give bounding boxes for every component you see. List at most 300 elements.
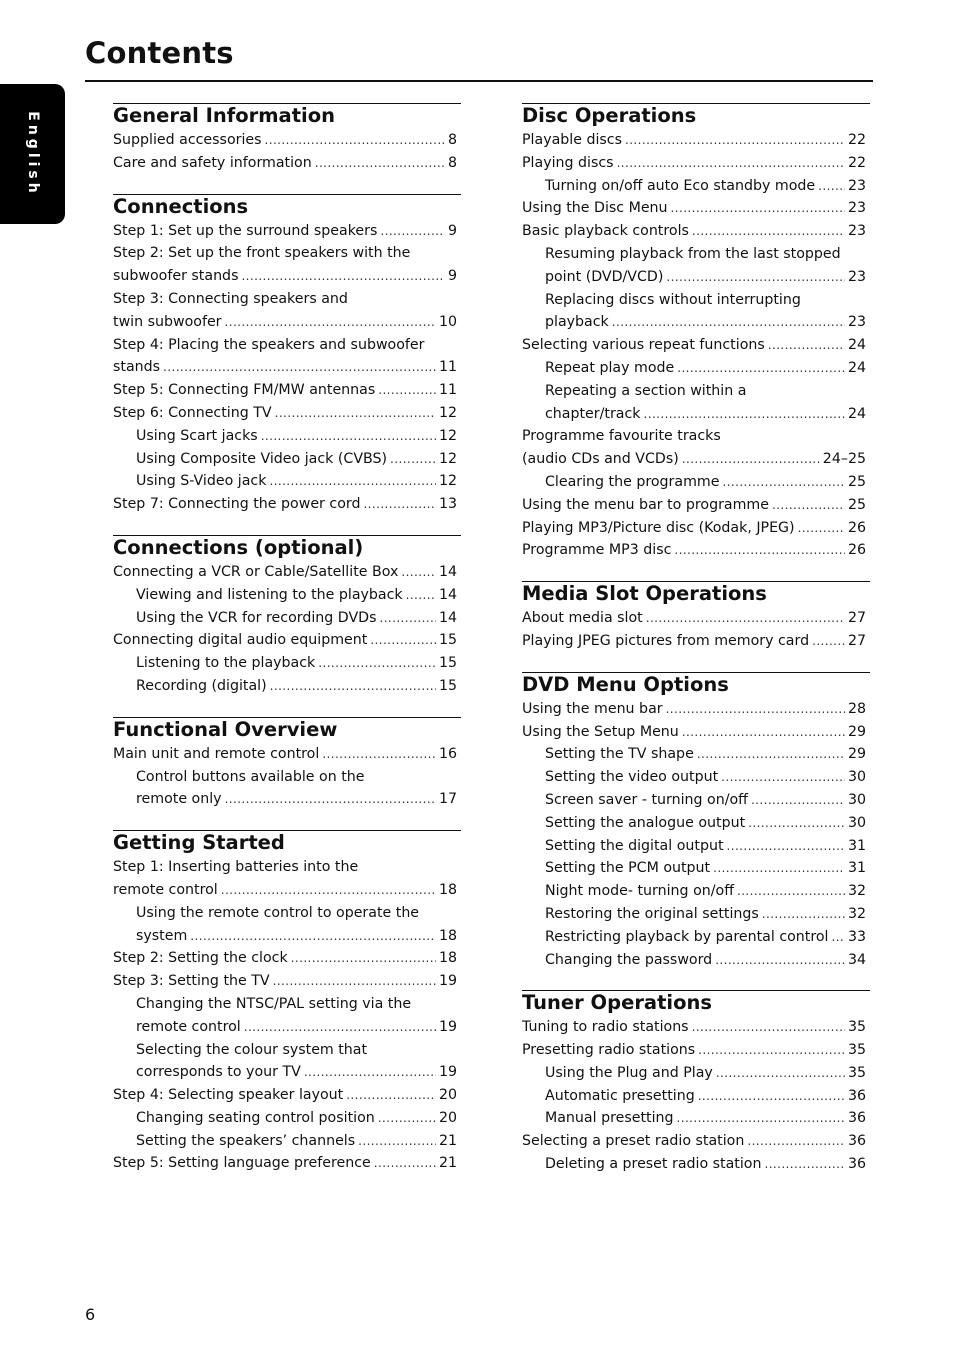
entry-row <box>113 356 461 379</box>
dot-leader <box>682 448 820 471</box>
entry-title: Programme MP3 disc <box>522 542 672 559</box>
dot-leader <box>644 403 845 426</box>
toc-entry[interactable] <box>522 175 870 198</box>
entry-page-number: 34 <box>847 951 866 968</box>
dot-leader <box>747 1130 845 1153</box>
entry-title: Setting the speakers’ channels <box>136 1132 356 1149</box>
dot-leader <box>625 129 845 152</box>
entry-title: Changing seating control position <box>136 1109 375 1126</box>
entry-page-number: 11 <box>438 359 457 376</box>
entry-title: remote control <box>136 1018 241 1035</box>
toc-entry[interactable] <box>113 675 461 698</box>
toc-entry[interactable] <box>113 1107 461 1130</box>
toc-entry[interactable] <box>113 1039 461 1085</box>
dot-leader <box>225 788 436 811</box>
entry-page-number: 23 <box>847 223 866 240</box>
toc-entry[interactable] <box>522 152 870 175</box>
entry-row <box>545 857 870 880</box>
entry-title: Playing JPEG pictures from memory card <box>522 632 810 649</box>
toc-entry[interactable] <box>522 698 870 721</box>
entry-title: Clearing the programme <box>545 473 720 490</box>
dot-leader <box>378 379 436 402</box>
entry-row <box>522 539 870 562</box>
dot-leader <box>315 152 445 175</box>
dot-leader <box>666 266 845 289</box>
toc-entry[interactable] <box>522 743 870 766</box>
dot-leader <box>646 607 845 630</box>
entry-row <box>136 425 461 448</box>
toc-entry[interactable] <box>113 947 461 970</box>
entry-row <box>522 721 870 744</box>
toc-entry[interactable] <box>113 766 461 812</box>
entry-title: Setting the PCM output <box>545 860 711 877</box>
toc-entry[interactable] <box>113 902 461 948</box>
entry-row <box>522 698 870 721</box>
entry-title: Automatic presetting <box>545 1087 695 1104</box>
entry-title: Using the VCR for recording DVDs <box>136 609 377 626</box>
toc-entry[interactable] <box>522 289 870 335</box>
entry-row <box>522 334 870 357</box>
entry-title: twin subwoofer <box>113 313 222 330</box>
entry-page-number: 17 <box>438 791 457 808</box>
entry-title: subwoofer stands <box>113 268 239 285</box>
entry-row <box>545 766 870 789</box>
entry-page-number: 22 <box>847 154 866 171</box>
entry-page-number: 23 <box>847 268 866 285</box>
toc-entry[interactable] <box>522 857 870 880</box>
entry-row <box>522 494 870 517</box>
entry-row <box>545 903 870 926</box>
entry-title: Using Scart jacks <box>136 427 258 444</box>
toc-entry[interactable] <box>113 856 461 902</box>
entry-row <box>113 265 461 288</box>
entry-page-number: 18 <box>438 881 457 898</box>
dot-leader <box>358 1130 436 1153</box>
toc-entry[interactable] <box>113 425 461 448</box>
toc-entry[interactable] <box>113 493 461 516</box>
dot-leader <box>721 766 845 789</box>
dot-leader <box>722 471 844 494</box>
toc-entry[interactable] <box>522 425 870 471</box>
toc-entry[interactable] <box>113 152 461 175</box>
dot-leader <box>390 448 436 471</box>
entry-page-number: 23 <box>847 314 866 331</box>
toc-entry[interactable] <box>113 1084 461 1107</box>
dot-leader <box>378 1107 436 1130</box>
dot-leader <box>692 220 845 243</box>
entry-row <box>113 1152 461 1175</box>
entry-row <box>113 879 461 902</box>
entry-title-line: Step 4: Placing the speakers and subwoofer <box>113 336 425 353</box>
dot-leader <box>244 1016 436 1039</box>
toc-entry[interactable] <box>522 517 870 540</box>
entry-title: Step 5: Connecting FM/MW antennas <box>113 382 376 399</box>
toc-entry[interactable] <box>522 220 870 243</box>
toc-entry[interactable] <box>522 1085 870 1108</box>
dot-leader <box>677 357 845 380</box>
toc-entry[interactable] <box>113 743 461 766</box>
toc-entry[interactable] <box>522 197 870 220</box>
entry-row <box>522 152 870 175</box>
entry-row <box>545 835 870 858</box>
toc-entry[interactable] <box>522 789 870 812</box>
entry-title-line: Step 2: Set up the front speakers with the <box>113 245 411 262</box>
entry-title: Using the menu bar <box>522 700 663 717</box>
entry-row <box>522 607 870 630</box>
entry-page-number: 21 <box>438 1132 457 1149</box>
toc-entry[interactable] <box>113 652 461 675</box>
toc-entry[interactable] <box>522 1062 870 1085</box>
toc-entry[interactable] <box>113 629 461 652</box>
entry-title: Using Composite Video jack (CVBS) <box>136 450 388 467</box>
section-heading: Connections (optional) <box>113 535 461 559</box>
dot-leader <box>291 947 436 970</box>
entry-title: Step 4: Selecting speaker layout <box>113 1087 344 1104</box>
toc-entry[interactable] <box>522 903 870 926</box>
entry-page-number: 8 <box>447 154 457 171</box>
dot-leader <box>697 743 845 766</box>
entry-page-number: 26 <box>847 542 866 559</box>
dot-leader <box>401 561 436 584</box>
toc-entry[interactable] <box>522 334 870 357</box>
entry-row <box>522 197 870 220</box>
entry-title: Step 1: Set up the surround speakers <box>113 222 378 239</box>
toc-entry[interactable] <box>522 926 870 949</box>
dot-leader <box>737 880 845 903</box>
entry-row <box>113 970 461 993</box>
entry-page-number: 16 <box>438 745 457 762</box>
entry-row <box>113 629 461 652</box>
toc-entry[interactable] <box>522 766 870 789</box>
title-divider <box>85 80 873 82</box>
dot-leader <box>677 1107 845 1130</box>
entry-page-number: 19 <box>438 1018 457 1035</box>
entry-page-number: 18 <box>438 950 457 967</box>
entry-page-number: 31 <box>847 837 866 854</box>
toc-entry[interactable] <box>113 1152 461 1175</box>
entry-page-number: 32 <box>847 905 866 922</box>
entry-page-number: 10 <box>438 313 457 330</box>
dot-leader <box>370 629 436 652</box>
entry-title: Restricting playback by parental control <box>545 928 829 945</box>
entry-title-line: Selecting the colour system that <box>136 1041 368 1058</box>
entry-row <box>113 379 461 402</box>
entry-row <box>136 448 461 471</box>
entry-page-number: 30 <box>847 814 866 831</box>
toc-entry[interactable] <box>113 242 461 288</box>
dot-leader <box>666 698 845 721</box>
entry-title: Step 3: Setting the TV <box>113 973 270 990</box>
entry-title: system <box>136 927 188 944</box>
entry-row <box>113 402 461 425</box>
toc-section <box>522 581 870 653</box>
dot-leader <box>671 197 845 220</box>
entry-row <box>136 788 461 811</box>
entry-row <box>522 220 870 243</box>
dot-leader <box>612 311 845 334</box>
entry-row <box>113 743 461 766</box>
entry-page-number: 25 <box>847 496 866 513</box>
entry-page-number: 14 <box>438 586 457 603</box>
entry-page-number: 29 <box>847 723 866 740</box>
entry-page-number: 21 <box>438 1155 457 1172</box>
dot-leader <box>379 607 435 630</box>
entry-title-line: Using the remote control to operate the <box>136 904 420 921</box>
entry-page-number: 30 <box>847 769 866 786</box>
section-heading: Media Slot Operations <box>522 581 870 605</box>
entry-page-number: 18 <box>438 927 457 944</box>
entry-title: Changing the password <box>545 951 713 968</box>
section-heading: Disc Operations <box>522 103 870 127</box>
entry-row <box>545 743 870 766</box>
dot-leader <box>713 857 845 880</box>
entry-page-number: 32 <box>847 883 866 900</box>
entry-row <box>545 949 870 972</box>
toc-entry[interactable] <box>113 970 461 993</box>
dot-leader <box>764 1153 844 1176</box>
dot-leader <box>322 743 436 766</box>
toc-entry[interactable] <box>522 494 870 517</box>
entry-title: chapter/track <box>545 405 641 422</box>
entry-title: Turning on/off auto Eco standby mode <box>545 177 816 194</box>
entry-title: Basic playback controls <box>522 223 689 240</box>
toc-entry[interactable] <box>522 630 870 653</box>
dot-leader <box>751 789 845 812</box>
dot-leader <box>674 539 845 562</box>
entry-page-number: 36 <box>847 1133 866 1150</box>
toc-entry[interactable] <box>522 721 870 744</box>
dot-leader <box>406 584 436 607</box>
entry-page-number: 12 <box>438 450 457 467</box>
entry-title: Tuning to radio stations <box>522 1019 689 1036</box>
entry-page-number: 15 <box>438 677 457 694</box>
language-tab-label: English <box>25 111 41 197</box>
entry-title: Step 7: Connecting the power cord <box>113 496 361 513</box>
dot-leader <box>818 175 845 198</box>
entry-title: Connecting a VCR or Cable/Satellite Box <box>113 563 399 580</box>
toc-entry[interactable] <box>522 1130 870 1153</box>
entry-title-line: Programme favourite tracks <box>522 428 721 445</box>
entry-title: Step 5: Setting language preference <box>113 1155 371 1172</box>
entry-row <box>545 789 870 812</box>
page-number: 6 <box>85 1305 96 1324</box>
entry-row <box>522 1039 870 1062</box>
entry-page-number: 11 <box>438 382 457 399</box>
section-heading: Connections <box>113 194 461 218</box>
toc-entry[interactable] <box>522 949 870 972</box>
toc-entry[interactable] <box>113 993 461 1039</box>
dot-leader <box>682 721 845 744</box>
toc-entry[interactable] <box>522 607 870 630</box>
entry-title: Using the Disc Menu <box>522 200 668 217</box>
entry-row <box>113 561 461 584</box>
entry-page-number: 24 <box>847 359 866 376</box>
dot-leader <box>798 517 845 540</box>
entry-row <box>113 947 461 970</box>
entry-page-number: 19 <box>438 973 457 990</box>
dot-leader <box>241 265 445 288</box>
dot-leader <box>698 1039 845 1062</box>
dot-leader <box>716 1062 845 1085</box>
entry-page-number: 27 <box>847 610 866 627</box>
dot-leader <box>225 311 436 334</box>
toc-entry[interactable] <box>113 402 461 425</box>
section-heading: General Information <box>113 103 461 127</box>
entry-title: (audio CDs and VCDs) <box>522 451 679 468</box>
entry-title: stands <box>113 359 161 376</box>
toc-entry[interactable] <box>522 812 870 835</box>
toc-entry[interactable] <box>522 880 870 903</box>
toc-entry[interactable] <box>113 129 461 152</box>
toc-entry[interactable] <box>113 1130 461 1153</box>
dot-leader <box>832 926 845 949</box>
dot-leader <box>715 949 845 972</box>
dot-leader <box>772 494 845 517</box>
dot-leader <box>304 1061 436 1084</box>
entry-page-number: 33 <box>847 928 866 945</box>
entry-page-number: 26 <box>847 519 866 536</box>
toc-section <box>113 103 461 175</box>
toc-entry[interactable] <box>113 334 461 380</box>
entry-title: Playable discs <box>522 132 622 148</box>
entry-title: Step 2: Setting the clock <box>113 950 288 967</box>
entry-title: Supplied accessories <box>113 132 262 148</box>
entry-row <box>545 1153 870 1176</box>
entry-title: Listening to the playback <box>136 655 316 672</box>
toc-section <box>113 535 461 698</box>
entry-page-number: 14 <box>438 563 457 580</box>
entry-title: Using S-Video jack <box>136 473 267 490</box>
entry-title: Screen saver - turning on/off <box>545 791 748 808</box>
entry-title: Recording (digital) <box>136 677 267 694</box>
entry-row <box>522 448 870 471</box>
entry-title: Setting the TV shape <box>545 746 694 763</box>
toc-entry[interactable] <box>522 471 870 494</box>
entry-title: About media slot <box>522 610 643 627</box>
entry-row <box>136 607 461 630</box>
toc-entry[interactable] <box>113 607 461 630</box>
entry-title-line: Control buttons available on the <box>136 768 365 785</box>
entry-title: Connecting digital audio equipment <box>113 632 368 649</box>
entry-page-number: 30 <box>847 791 866 808</box>
section-heading: Functional Overview <box>113 717 461 741</box>
toc-entry[interactable] <box>522 380 870 426</box>
entry-title: Setting the video output <box>545 769 719 786</box>
dot-leader <box>762 903 845 926</box>
entry-title: Setting the analogue output <box>545 814 746 831</box>
entry-row <box>545 175 870 198</box>
toc-section <box>113 717 461 811</box>
entry-title: Using the Setup Menu <box>522 723 679 740</box>
dot-leader <box>221 879 436 902</box>
entry-page-number: 20 <box>438 1087 457 1104</box>
toc-entry[interactable] <box>113 220 461 243</box>
toc-entry[interactable] <box>113 470 461 493</box>
entry-title-line: Changing the NTSC/PAL setting via the <box>136 995 412 1012</box>
section-heading: Getting Started <box>113 830 461 854</box>
toc-column-right <box>522 103 870 1195</box>
toc-entry[interactable] <box>522 1016 870 1039</box>
toc-entry[interactable] <box>522 129 870 152</box>
entry-title-line: Step 3: Connecting speakers and <box>113 290 348 307</box>
toc-entry[interactable] <box>113 379 461 402</box>
entry-row <box>113 311 461 334</box>
entry-page-number: 14 <box>438 609 457 626</box>
dot-leader <box>163 356 436 379</box>
entry-page-number: 35 <box>847 1064 866 1081</box>
entry-row <box>113 152 461 175</box>
entry-page-number: 15 <box>438 632 457 649</box>
entry-title: Viewing and listening to the playback <box>136 586 403 603</box>
toc-section <box>113 830 461 1175</box>
entry-title: corresponds to your TV <box>136 1064 301 1081</box>
toc-entry[interactable] <box>113 584 461 607</box>
entry-page-number: 35 <box>847 1019 866 1036</box>
entry-page-number: 22 <box>847 132 866 148</box>
entry-row <box>545 926 870 949</box>
entry-page-number: 19 <box>438 1064 457 1081</box>
entry-page-number: 35 <box>847 1042 866 1059</box>
toc-entry[interactable] <box>113 561 461 584</box>
entry-page-number: 12 <box>438 427 457 444</box>
entry-page-number: 24–25 <box>822 451 866 468</box>
entry-page-number: 36 <box>847 1110 866 1127</box>
entry-row <box>545 880 870 903</box>
entry-title: Presetting radio stations <box>522 1042 696 1059</box>
entry-page-number: 15 <box>438 655 457 672</box>
entry-row <box>136 1107 461 1130</box>
entry-title: Playing discs <box>522 154 614 171</box>
toc-entry[interactable] <box>522 1039 870 1062</box>
entry-row <box>136 652 461 675</box>
entry-title: point (DVD/VCD) <box>545 268 664 285</box>
dot-leader <box>269 470 436 493</box>
entry-title: Repeat play mode <box>545 359 675 376</box>
entry-page-number: 23 <box>847 200 866 217</box>
entry-page-number: 9 <box>447 222 457 239</box>
toc-entry[interactable] <box>113 288 461 334</box>
entry-title: Using the Plug and Play <box>545 1064 713 1081</box>
toc-entry[interactable] <box>522 539 870 562</box>
dot-leader <box>698 1085 845 1108</box>
section-heading: Tuner Operations <box>522 990 870 1014</box>
toc-entry[interactable] <box>522 835 870 858</box>
dot-leader <box>265 129 445 152</box>
entry-row <box>545 1107 870 1130</box>
toc-entry[interactable] <box>522 357 870 380</box>
entry-title: Deleting a preset radio station <box>545 1156 762 1173</box>
entry-title: Setting the digital output <box>545 837 724 854</box>
entry-title: Night mode- turning on/off <box>545 883 734 900</box>
toc-entry[interactable] <box>522 1153 870 1176</box>
entry-page-number: 24 <box>847 337 866 354</box>
entry-row <box>522 1016 870 1039</box>
entry-page-number: 36 <box>847 1156 866 1173</box>
toc-entry[interactable] <box>522 1107 870 1130</box>
dot-leader <box>270 675 436 698</box>
dot-leader <box>380 220 445 243</box>
dot-leader <box>617 152 845 175</box>
entry-page-number: 29 <box>847 746 866 763</box>
toc-entry[interactable] <box>113 448 461 471</box>
toc-section <box>113 194 461 516</box>
entry-row <box>545 403 870 426</box>
entry-page-number: 36 <box>847 1087 866 1104</box>
entry-title: remote control <box>113 881 218 898</box>
entry-title-line: Repeating a section within a <box>545 382 747 399</box>
dot-leader <box>318 652 436 675</box>
toc-entry[interactable] <box>522 243 870 289</box>
